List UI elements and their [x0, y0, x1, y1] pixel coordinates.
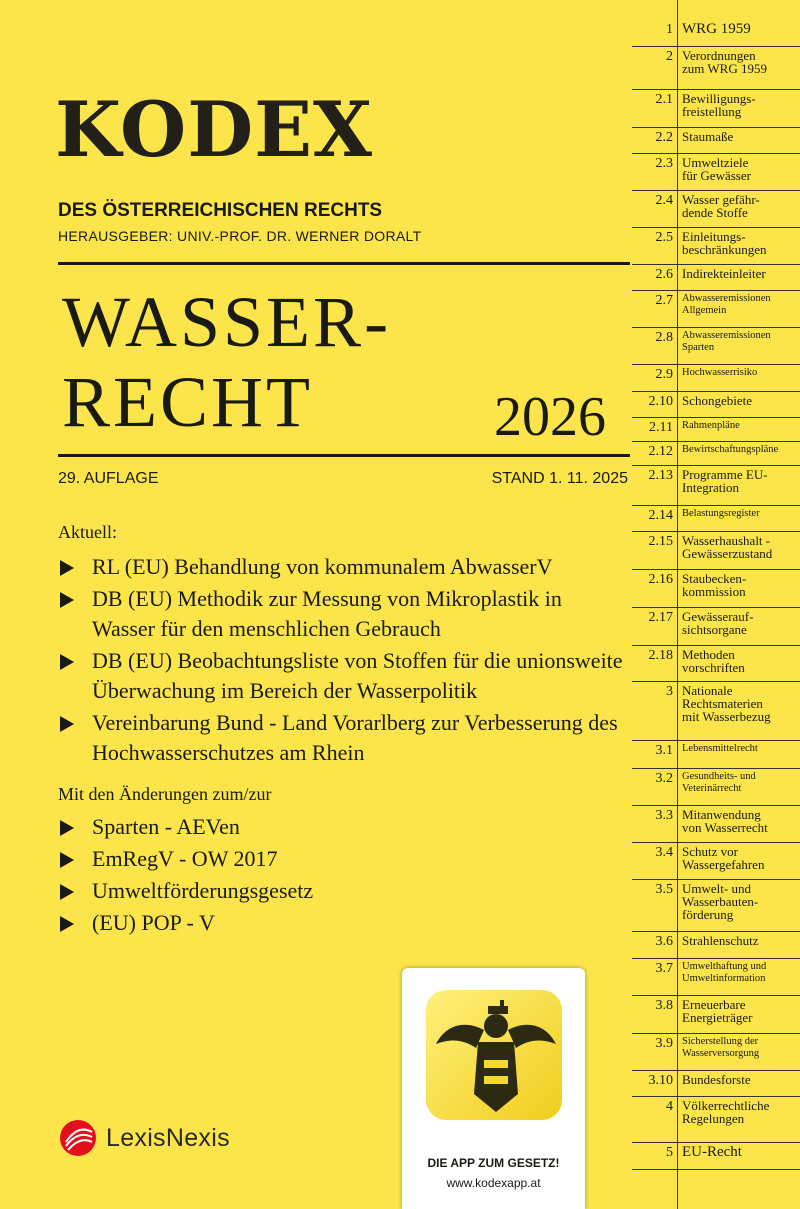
triangle-bullet-icon	[60, 716, 74, 732]
app-slogan: DIE APP ZUM GESETZ!	[427, 1156, 560, 1170]
register-tab: 2.9 Hochwasserrisiko	[632, 365, 800, 392]
book-title-line1: WASSER-	[62, 282, 392, 362]
list-item: Sparten - AEVen	[58, 812, 628, 842]
app-badge	[402, 968, 585, 1209]
register-tab: 2.6 Indirekteinleiter	[632, 265, 800, 291]
register-tab: 2.2 Staumaße	[632, 128, 800, 154]
triangle-bullet-icon	[60, 852, 74, 868]
register-tab: 3.5 Umwelt- und Wasserbauten- förderung	[632, 880, 800, 932]
triangle-bullet-icon	[60, 884, 74, 900]
register-tabs	[632, 0, 800, 1209]
app-url[interactable]: www.kodexapp.at	[446, 1176, 541, 1190]
register-tab: 2.1 Bewilligungs- freistellung	[632, 90, 800, 128]
register-tab: 3.2 Gesundheits- und Veterinärrecht	[632, 769, 800, 806]
triangle-bullet-icon	[60, 820, 74, 836]
eagle-app-icon	[426, 990, 562, 1120]
register-tab: 3.4 Schutz vor Wassergefahren	[632, 843, 800, 880]
register-tab: 2.8 Abwasseremissionen Sparten	[632, 328, 800, 365]
register-tab: 2.13 Programme EU- Integration	[632, 466, 800, 506]
register-tab: 2.3 Umweltziele für Gewässer	[632, 154, 800, 191]
register-tab: 3.6 Strahlenschutz	[632, 932, 800, 959]
publisher-logo	[58, 1118, 230, 1158]
list-item: DB (EU) Beobachtungsliste von Stoffen für die unionsweite Überwachung im Bereich der Wasserpolitik	[58, 646, 628, 706]
register-tab: 2.10 Schongebiete	[632, 392, 800, 418]
book-title-line2: RECHT	[62, 362, 314, 442]
register-tab: 2.4 Wasser gefähr- dende Stoffe	[632, 191, 800, 228]
changes-list	[58, 812, 628, 940]
triangle-bullet-icon	[60, 560, 74, 576]
register-tab: 2.7 Abwasseremissionen Allgemein	[632, 291, 800, 328]
register-tab: 2.17 Gewässerauf- sichtsorgane	[632, 608, 800, 646]
register-tab: 2.5 Einleitungs- beschränkungen	[632, 228, 800, 265]
register-tab: 3.1 Lebensmittelrecht	[632, 741, 800, 769]
list-item: RL (EU) Behandlung von kommunalem AbwasserV	[58, 552, 628, 582]
register-tab: 3.7 Umwelthaftung und Umweltinformation	[632, 959, 800, 996]
changes-label: Mit den Änderungen zum/zur	[58, 784, 272, 804]
series-subtitle: DES ÖSTERREICHISCHEN RECHTS	[58, 200, 383, 221]
aktuell-list	[58, 552, 628, 770]
list-item: Vereinbarung Bund - Land Vorarlberg zur Verbesserung des Hochwasserschutzes am Rhein	[58, 708, 628, 768]
brand-title: KODEX	[55, 85, 374, 174]
top-divider	[58, 262, 630, 265]
register-tab: 2.12 Bewirtschaftungspläne	[632, 442, 800, 466]
register-tab: 2.15 Wasserhaushalt - Gewässerzustand	[632, 532, 800, 570]
list-item: (EU) POP - V	[58, 908, 628, 938]
triangle-bullet-icon	[60, 592, 74, 608]
register-tab: 3 Nationale Rechtsmaterien mit Wasserbezug	[632, 682, 800, 741]
triangle-bullet-icon	[60, 654, 74, 670]
publisher-name: LexisNexis	[106, 1123, 230, 1152]
edition-number: 29. AUFLAGE	[58, 470, 159, 487]
register-tab: 5 EU-Recht	[632, 1143, 800, 1170]
register-tab: 2.14 Belastungsregister	[632, 506, 800, 532]
register-tab: 2.18 Methoden vorschriften	[632, 646, 800, 682]
lexisnexis-logo-icon	[58, 1118, 98, 1158]
register-tab: 4 Völkerrechtliche Regelungen	[632, 1097, 800, 1143]
aktuell-label: Aktuell:	[58, 522, 117, 542]
stand-date: STAND 1. 11. 2025	[491, 470, 628, 487]
register-tab: 3.8 Erneuerbare Energieträger	[632, 996, 800, 1034]
list-item: Umweltförderungsgesetz	[58, 876, 628, 906]
editor-line: HERAUSGEBER: UNIV.-PROF. DR. WERNER DORALT	[58, 228, 422, 244]
triangle-bullet-icon	[60, 916, 74, 932]
register-tab: 3.3 Mitanwendung von Wasserrecht	[632, 806, 800, 843]
list-item: EmRegV - OW 2017	[58, 844, 628, 874]
bottom-divider	[58, 454, 630, 457]
register-tab: 3.10 Bundesforste	[632, 1071, 800, 1097]
list-item: DB (EU) Methodik zur Messung von Mikroplastik in Wasser für den menschlichen Gebrauch	[58, 584, 628, 644]
register-tab: 2.16 Staubecken- kommission	[632, 570, 800, 608]
edition-year: 2026	[494, 386, 606, 448]
register-tab: 2.11 Rahmenpläne	[632, 418, 800, 442]
register-tab: 2 Verordnungen zum WRG 1959	[632, 47, 800, 90]
register-tab: 3.9 Sicherstellung der Wasserversorgung	[632, 1034, 800, 1071]
register-tab: 1 WRG 1959	[632, 20, 800, 47]
